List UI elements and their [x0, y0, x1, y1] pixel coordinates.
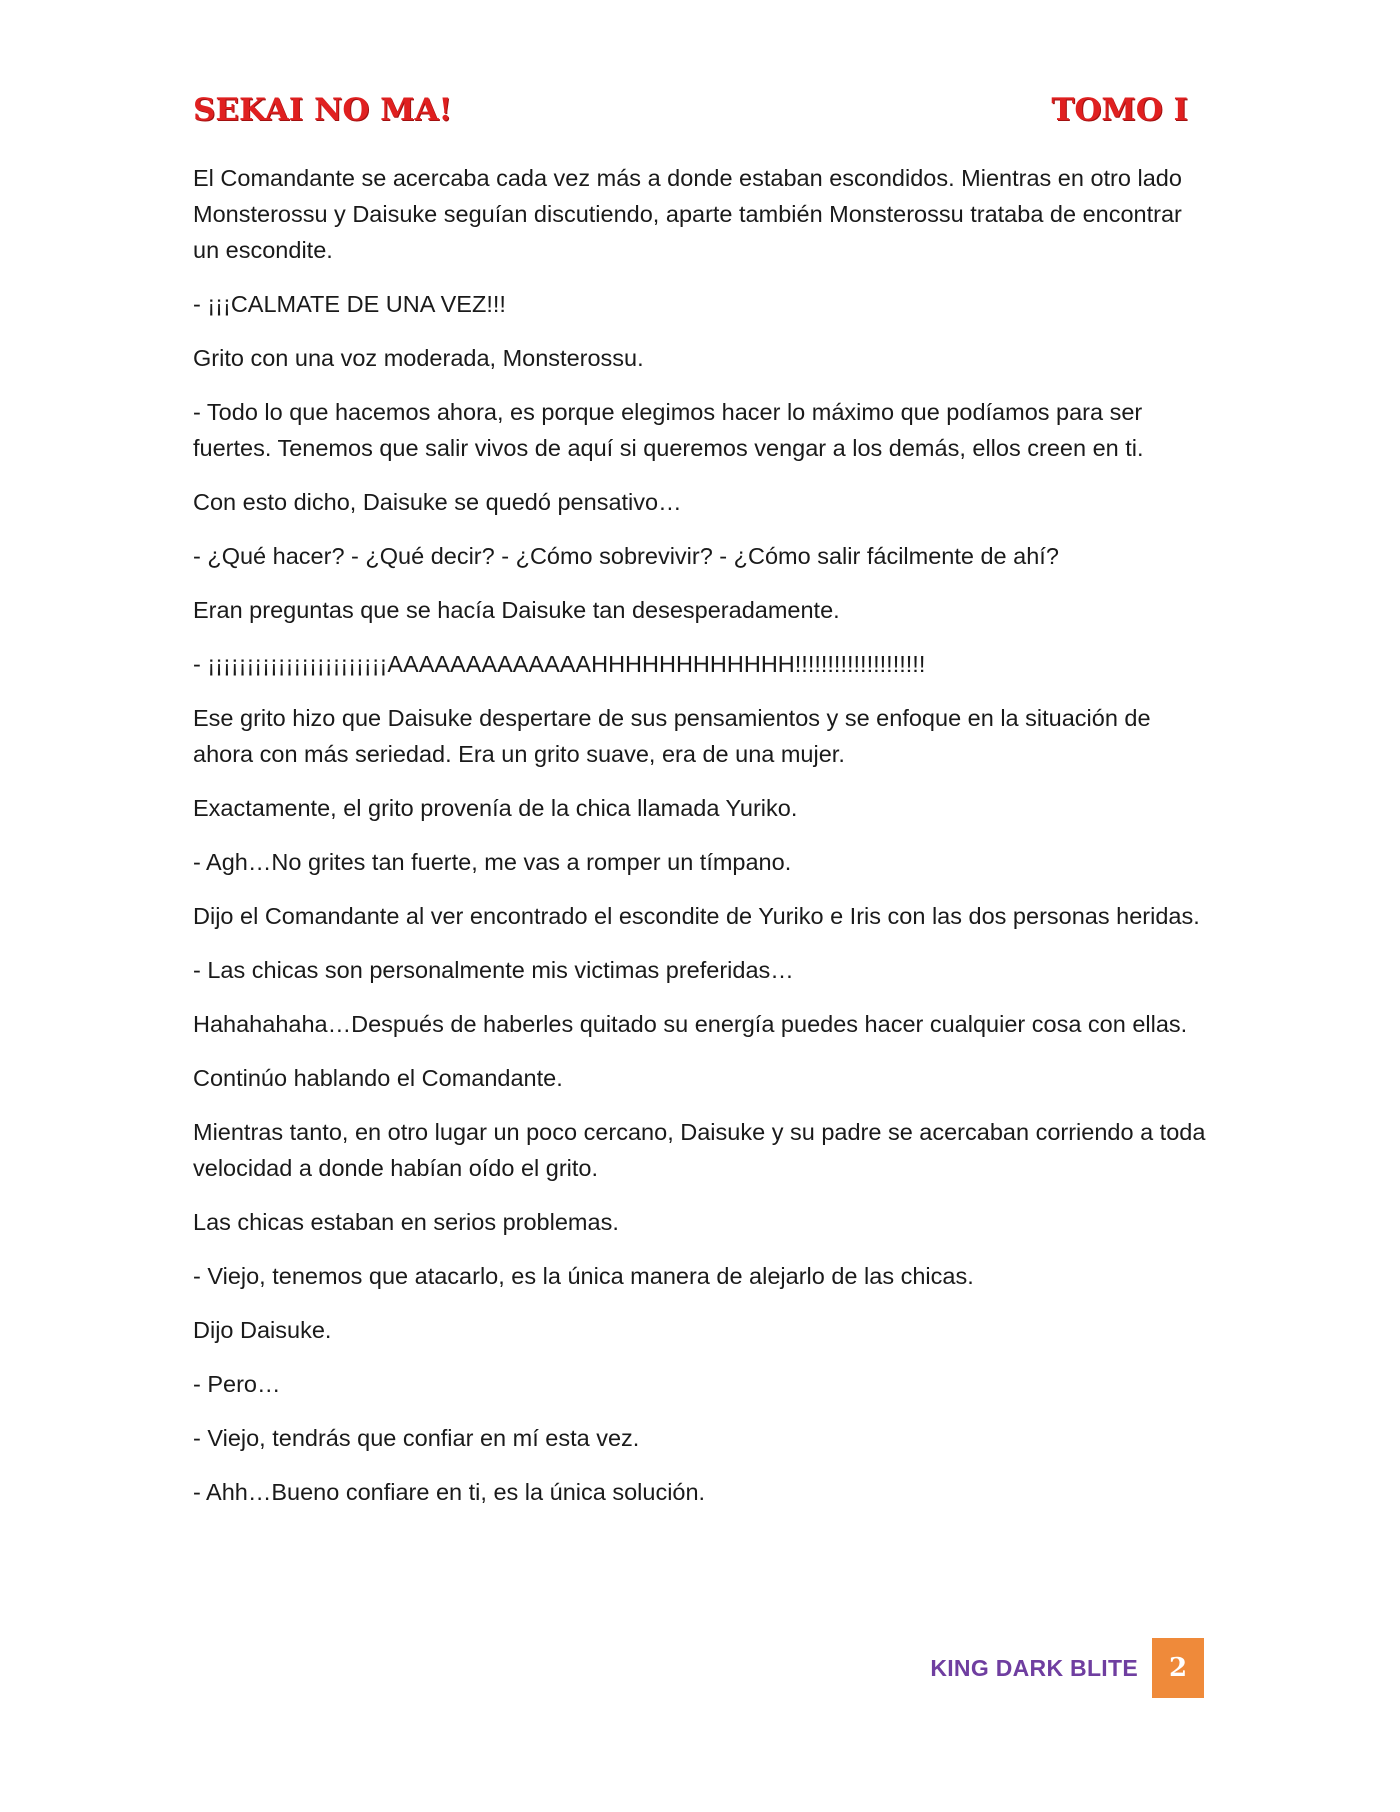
book-title: SEKAI NO MA!	[193, 92, 453, 128]
page-number-badge	[1152, 1638, 1204, 1698]
paragraph: Continúo hablando el Comandante.	[193, 1065, 563, 1091]
paragraph: Dijo Daisuke.	[193, 1317, 332, 1343]
page-body	[193, 160, 1213, 1528]
paragraph: - ¡¡¡¡¡¡¡¡¡¡¡¡¡¡¡¡¡¡¡¡¡¡¡AAAAAAAAAAAAAHHHHHHHHHHHH!!!!!!!!!!!!!!!!!!!!	[193, 651, 926, 677]
paragraph: El Comandante se acercaba cada vez más a donde estaban escondidos. Mientras en otro lado Monsterossu y Daisuke seguían discutiendo, aparte también Monsterossu trataba de encontrar un escondite.	[193, 165, 1182, 263]
page-header	[193, 88, 1188, 132]
paragraph: Con esto dicho, Daisuke se quedó pensativo…	[193, 489, 682, 515]
volume-title: TOMO I	[1051, 92, 1188, 128]
paragraph: - Todo lo que hacemos ahora, es porque elegimos hacer lo máximo que podíamos para ser fuertes. Tenemos que salir vivos de aquí si queremos vengar a los demás, ellos creen en ti.	[193, 399, 1144, 461]
paragraph: - Viejo, tenemos que atacarlo, es la única manera de alejarlo de las chicas.	[193, 1263, 974, 1289]
paragraph: - Ahh…Bueno confiare en ti, es la única solución.	[193, 1479, 706, 1505]
paragraph: Mientras tanto, en otro lugar un poco cercano, Daisuke y su padre se acercaban corriendo a toda velocidad a donde habían oído el grito.	[193, 1119, 1206, 1181]
paragraph: Dijo el Comandante al ver encontrado el escondite de Yuriko e Iris con las dos personas heridas.	[193, 903, 1200, 929]
paragraph: - ¡¡¡CALMATE DE UNA VEZ!!!	[193, 291, 506, 317]
paragraph: Grito con una voz moderada, Monsterossu.	[193, 345, 644, 371]
paragraph: - ¿Qué hacer? - ¿Qué decir? - ¿Cómo sobrevivir? - ¿Cómo salir fácilmente de ahí?	[193, 543, 1059, 569]
page-footer	[930, 1638, 1204, 1698]
paragraph: Hahahahaha…Después de haberles quitado su energía puedes hacer cualquier cosa con ellas.	[193, 1011, 1188, 1037]
paragraph: - Pero…	[193, 1371, 281, 1397]
paragraph: Exactamente, el grito provenía de la chica llamada Yuriko.	[193, 795, 798, 821]
page-number: 2	[1168, 1653, 1188, 1683]
paragraph: - Las chicas son personalmente mis victimas preferidas…	[193, 957, 794, 983]
paragraph: - Agh…No grites tan fuerte, me vas a romper un tímpano.	[193, 849, 792, 875]
paragraph: - Viejo, tendrás que confiar en mí esta vez.	[193, 1425, 640, 1451]
author-name: KING DARK BLITE	[930, 1654, 1138, 1681]
paragraph: Las chicas estaban en serios problemas.	[193, 1209, 619, 1235]
paragraph: Eran preguntas que se hacía Daisuke tan desesperadamente.	[193, 597, 840, 623]
paragraph: Ese grito hizo que Daisuke despertare de sus pensamientos y se enfoque en la situación de ahora con más seriedad. Era un grito suave, era de una mujer.	[193, 705, 1151, 767]
